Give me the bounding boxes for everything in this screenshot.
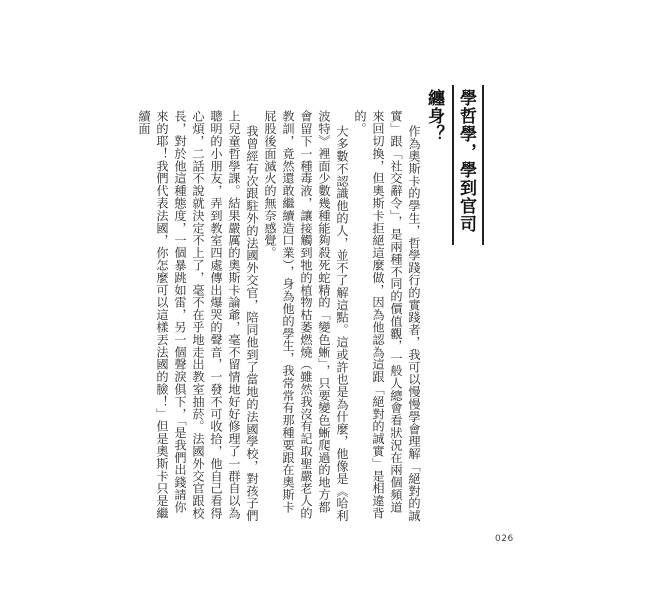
body-text [137, 110, 423, 522]
paragraph-3: 我曾經有次跟駐外的法國外交官，陪同他到了當地的法國學校，對孩子們上兒童哲學課。結果嚴厲的奧斯卡論爺，毫不留情地好好修理了一群自以為聰明的小朋友，弄到教室四處傳出爆哭的聲音，一發不可收拾，他自己看得心煩，二話不說就決定不上了，毫不在乎地走出教室抽菸。法國外交官跟校長，對於他這種態度，一個暴跳如雷，另一個聲淚俱下，「是我們出錢請你來的耶！我們代表法國，你怎麼可以這樣丟法國的臉！」但是奧斯卡只是繼續面 [137, 110, 259, 522]
paragraph-2: 大多數不認識他的人，並不了解這點。這或許也是為什麼，他像是《哈利波特》裡面少數幾種能夠殺死蛇精的「變色蜥」，只要變色蜥爬過的地方都會留下一種毒液，讓接觸到牠的植物枯萎燃燒（雖然我沒有記取聖嚴老人的教訓，竟然還敢繼續造口業），身為他的學生，我常常有那種要跟在奧斯卡屁股後面滅火的無奈感覺。 [263, 110, 349, 522]
chapter-title-box [424, 85, 484, 245]
page-number: 026 [495, 534, 514, 544]
chapter-title: 學哲學，學到官司纏身？ [424, 89, 476, 233]
paragraph-1: 作為奧斯卡的學生，哲學踐行的實踐者，我可以慢慢學會理解「絕對的誠實」跟「社交辭令」，是兩種不同的價值觀，一般人總會看狀況在兩個頻道來回切換，但奧斯卡拒絕這麼做，因為他認為這跟「絕對的誠實」是相違背的。 [353, 110, 421, 522]
